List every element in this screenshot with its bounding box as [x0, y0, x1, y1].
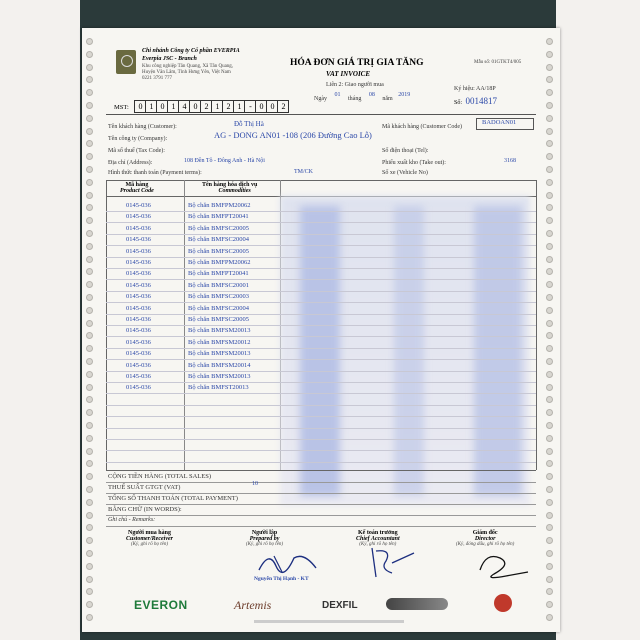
everon-logo: EVERON — [134, 598, 188, 612]
company-label: Tên công ty (Company): — [108, 136, 168, 142]
product-code-cell: 0145-036 — [126, 384, 151, 392]
tractor-hole — [86, 192, 93, 199]
tractor-hole — [546, 166, 553, 173]
totals-divider-2 — [106, 493, 536, 494]
footer-fine-print — [254, 620, 404, 623]
commodity-name-cell: Bộ chăn BMFPM20062 — [188, 202, 251, 209]
tractor-hole — [86, 524, 93, 531]
date-day: 01 — [334, 92, 341, 98]
tractor-holes-right — [546, 38, 556, 628]
accountant-sign-note: (Ký, ghi rõ họ tên) — [359, 542, 397, 547]
mst-digit-box: 2 — [277, 100, 289, 113]
product-code-cell: 0145-036 — [126, 293, 151, 301]
commodity-name-cell: Bộ chăn BMFSM20013 — [188, 327, 251, 335]
tractor-hole — [86, 230, 93, 237]
total-sales-label: CỘNG TIỀN HÀNG (TOTAL SALES) — [108, 473, 211, 480]
tractor-hole — [86, 217, 93, 224]
tractor-hole — [86, 204, 93, 211]
tractor-hole — [86, 51, 93, 58]
tractor-hole — [546, 576, 553, 583]
header-product-code-vi: Mã hàng — [125, 182, 149, 188]
totals-divider-3 — [106, 504, 536, 505]
row-divider — [106, 279, 536, 280]
product-code-cell: 0145-036 — [126, 259, 151, 266]
tractor-hole — [86, 256, 93, 263]
commodity-name-cell: Bộ chăn BMFSM20012 — [188, 338, 251, 346]
tax-code-label: Mã số thuế (Tax Code): — [108, 148, 165, 154]
tractor-hole — [546, 486, 553, 493]
tractor-hole — [86, 537, 93, 544]
commodity-name-cell: Bộ chăn BMFSC20004 — [188, 236, 250, 244]
director-sign-title-en: Director — [474, 536, 496, 542]
product-code-cell: 0145-036 — [126, 361, 151, 369]
row-divider — [106, 211, 536, 212]
company-value: AG - DONG AN01 -108 (206 Đường Cao Lỗ) — [214, 130, 372, 140]
tractor-hole — [546, 614, 553, 621]
product-code-cell: 0145-036 — [126, 350, 151, 358]
totals-divider-1 — [106, 482, 536, 483]
mst-boxes — [134, 104, 288, 111]
header-product-code-en: Product Code — [120, 188, 154, 194]
commodity-name-cell: Bộ chăn BMFSC20003 — [188, 293, 250, 301]
tractor-hole — [546, 89, 553, 96]
tractor-hole — [86, 332, 93, 339]
background-left — [0, 0, 80, 640]
commodity-name-cell: Bộ chăn BMFPT20041 — [188, 270, 249, 278]
tractor-hole — [86, 460, 93, 467]
preparer-sign-note: (Ký, ghi rõ họ tên) — [246, 542, 284, 547]
tractor-hole — [86, 371, 93, 378]
accountant-sign-title: Kế toán trưởng — [358, 530, 398, 536]
tractor-hole — [86, 396, 93, 403]
tractor-hole — [86, 166, 93, 173]
tractor-hole — [546, 371, 553, 378]
tractor-hole — [86, 140, 93, 147]
row-divider — [106, 291, 536, 292]
redacted-column-2 — [394, 206, 424, 496]
brand-badge-logo — [386, 598, 448, 610]
mst-digit-box: 2 — [222, 100, 234, 113]
row-divider — [106, 405, 536, 406]
invoice-number: 0014817 — [465, 96, 498, 106]
tractor-hole — [546, 128, 553, 135]
tractor-hole — [546, 473, 553, 480]
company-name: Chi nhánh Công ty Cổ phần EVERPIA — [142, 48, 240, 54]
product-code-cell: 0145-036 — [126, 327, 151, 335]
row-divider — [106, 268, 536, 269]
tractor-hole — [546, 320, 553, 327]
tractor-hole — [86, 486, 93, 493]
product-code-cell: 0145-036 — [126, 316, 151, 323]
commodity-name-cell: Bộ chăn BMFSM20014 — [188, 361, 251, 369]
tractor-hole — [86, 576, 93, 583]
invoice-paper — [82, 28, 560, 632]
customer-value: Đỗ Thị Hà — [234, 120, 264, 128]
accountant-sign-title-en: Chief Accountant — [356, 536, 400, 542]
tractor-hole — [546, 76, 553, 83]
mst-digit-box: 1 — [211, 100, 223, 113]
commodity-name-cell: Bộ chăn BMFSC20004 — [188, 304, 250, 312]
header-commodities — [202, 182, 257, 194]
total-payment-label: TỔNG SỐ THANH TOÁN (TOTAL PAYMENT) — [108, 495, 238, 502]
address-value: 108 Đền Tô - Đông Anh - Hà Nội — [184, 158, 265, 164]
tractor-hole — [86, 435, 93, 442]
tractor-hole — [546, 192, 553, 199]
payment-value: TM/CK — [294, 169, 314, 175]
tractor-hole — [546, 524, 553, 531]
tractor-hole — [86, 64, 93, 71]
tractor-hole — [546, 601, 553, 608]
everpia-logo — [116, 50, 136, 74]
row-divider — [106, 314, 536, 315]
invoice-title: HÓA ĐƠN GIÁ TRỊ GIA TĂNG — [290, 58, 424, 68]
accountant-signature — [362, 543, 422, 583]
company-address-1: Khu công nghiệp Tân Quang, Xã Tân Quang, — [142, 64, 234, 69]
tractor-hole — [546, 256, 553, 263]
date-line — [314, 92, 411, 102]
row-divider — [106, 222, 536, 223]
payment-label: Hình thức thanh toán (Payment terms): — [108, 170, 202, 176]
tractor-hole — [86, 320, 93, 327]
tractor-hole — [86, 102, 93, 109]
row-divider — [106, 348, 536, 349]
tractor-hole — [546, 435, 553, 442]
tractor-hole — [86, 294, 93, 301]
tractor-hole — [546, 448, 553, 455]
row-divider — [106, 371, 536, 372]
tractor-hole — [546, 422, 553, 429]
tractor-hole — [546, 396, 553, 403]
row-divider — [106, 234, 536, 235]
header-divider — [106, 114, 536, 115]
commodity-name-cell: Bộ chăn BMFSM20013 — [188, 350, 251, 358]
mst-digit-box: 0 — [255, 100, 267, 113]
month-label: tháng — [348, 96, 362, 102]
tractor-hole — [546, 550, 553, 557]
remarks-label: Ghi chú - Remarks: — [108, 517, 156, 523]
tractor-hole — [546, 460, 553, 467]
tractor-hole — [546, 179, 553, 186]
tractor-hole — [86, 153, 93, 160]
customer-code-value: BADOAN01 — [482, 119, 517, 126]
tractor-hole — [546, 153, 553, 160]
tractor-hole — [546, 204, 553, 211]
vat-label: THUẾ SUẤT GTGT (VAT) — [108, 484, 181, 491]
buyer-signature-block — [126, 530, 173, 547]
tractor-hole — [86, 115, 93, 122]
mst-digit-box: 4 — [178, 100, 190, 113]
tractor-hole — [546, 307, 553, 314]
takeout-value: 3168 — [504, 158, 516, 164]
date-prefix: Ngày — [314, 96, 327, 102]
header-commodities-vi: Tên hàng hóa dịch vụ — [202, 182, 258, 188]
commodity-name-cell: Bộ chăn BMFST20013 — [188, 384, 249, 392]
row-divider — [106, 257, 536, 258]
company-name-en: Everpia JSC - Branch — [142, 56, 197, 62]
row-divider — [106, 428, 536, 429]
product-code-cell: 0145-036 — [126, 373, 151, 380]
mst-digit-box: 1 — [233, 100, 245, 113]
invoice-copy: Liên 2: Giao người mua — [326, 82, 384, 88]
preparer-signature — [254, 548, 324, 576]
invoice-content — [104, 28, 538, 632]
product-code-cell: 0145-036 — [126, 338, 151, 346]
tractor-hole — [546, 217, 553, 224]
tractor-hole — [86, 358, 93, 365]
row-divider — [106, 359, 536, 360]
commodity-name-cell: Bộ chăn BMFPM20062 — [188, 259, 251, 266]
tractor-hole — [546, 588, 553, 595]
tractor-hole — [546, 64, 553, 71]
background-right — [556, 0, 640, 640]
tractor-hole — [86, 601, 93, 608]
vat-value: 10 — [252, 481, 258, 487]
mst-digit-box: 0 — [134, 100, 146, 113]
tractor-hole — [86, 588, 93, 595]
mst-digit-box: 0 — [266, 100, 278, 113]
row-divider — [106, 416, 536, 417]
phone-label: Số điện thoại (Tel): — [382, 148, 429, 154]
tractor-hole — [546, 102, 553, 109]
totals-divider-4 — [106, 515, 536, 516]
redacted-column-1 — [300, 206, 340, 496]
product-code-cell: 0145-036 — [126, 236, 151, 244]
tractor-hole — [546, 243, 553, 250]
tractor-hole — [546, 140, 553, 147]
tractor-holes-left — [86, 38, 96, 628]
invoice-symbol: Ký hiệu: AA/18P — [454, 86, 496, 92]
tractor-hole — [86, 550, 93, 557]
commodity-name-cell: Bộ chăn BMFSC20005 — [188, 224, 250, 232]
tractor-hole — [86, 473, 93, 480]
tractor-hole — [86, 89, 93, 96]
tractor-hole — [546, 51, 553, 58]
tractor-hole — [546, 38, 553, 45]
row-divider — [106, 393, 536, 394]
mst-digit-box: 1 — [145, 100, 157, 113]
tractor-hole — [86, 499, 93, 506]
table-right-border — [536, 180, 537, 470]
director-sign-title: Giám đốc — [472, 530, 498, 536]
preparer-signature-block — [246, 530, 283, 547]
preparer-name: Nguyễn Thị Hạnh - KT — [254, 576, 309, 582]
row-divider — [106, 382, 536, 383]
company-phone: 0221 3791 777 — [142, 76, 172, 81]
tractor-hole — [86, 448, 93, 455]
commodity-name-cell: Bộ chăn BMFSM20013 — [188, 373, 251, 380]
buyer-sign-title-en: Customer/Receiver — [126, 536, 173, 542]
tractor-hole — [86, 268, 93, 275]
commodity-name-cell: Bộ chăn BMFPT20041 — [188, 213, 249, 221]
product-code-cell: 0145-036 — [126, 270, 151, 278]
form-number: Mẫu số: 01GTKT4/005 — [474, 60, 522, 65]
commodity-name-cell: Bộ chăn BMFSC20005 — [188, 316, 250, 323]
commodity-name-cell: Bộ chăn BMFSC20001 — [188, 281, 250, 289]
tractor-hole — [86, 179, 93, 186]
redacted-column-3 — [474, 206, 522, 496]
takeout-label: Phiếu xuất kho (Take out): — [382, 160, 446, 166]
preparer-sign-title: Người lập — [251, 530, 278, 536]
row-divider — [106, 302, 536, 303]
tractor-hole — [546, 563, 553, 570]
red-brand-emblem — [494, 594, 512, 612]
vehicle-label: Số xe (Vehicle No) — [382, 170, 428, 176]
director-signature — [472, 546, 532, 582]
tractor-hole — [546, 384, 553, 391]
tractor-hole — [86, 345, 93, 352]
row-divider — [106, 439, 536, 440]
header-commodities-en: Commodities — [218, 188, 251, 194]
invoice-number-line — [454, 96, 497, 106]
totals-divider-5 — [106, 526, 536, 527]
mst-row — [114, 100, 288, 113]
tractor-hole — [86, 243, 93, 250]
tractor-hole — [86, 307, 93, 314]
tractor-hole — [86, 563, 93, 570]
tractor-hole — [546, 281, 553, 288]
tractor-hole — [546, 332, 553, 339]
product-code-cell: 0145-036 — [126, 304, 151, 312]
tractor-hole — [86, 422, 93, 429]
tractor-hole — [546, 268, 553, 275]
product-code-cell: 0145-036 — [126, 281, 151, 289]
row-divider — [106, 336, 536, 337]
address-label: Địa chỉ (Address): — [108, 160, 153, 166]
row-divider — [106, 450, 536, 451]
tractor-hole — [546, 499, 553, 506]
mst-digit-box: 2 — [200, 100, 212, 113]
tractor-hole — [86, 128, 93, 135]
customer-code-label: Mã khách hàng (Customer Code) — [382, 124, 462, 130]
date-month: 08 — [368, 92, 375, 98]
tractor-hole — [86, 38, 93, 45]
tractor-hole — [546, 230, 553, 237]
customer-label: Tên khách hàng (Customer): — [108, 124, 177, 130]
date-year: 2019 — [398, 92, 411, 98]
mst-digit-box: 1 — [167, 100, 179, 113]
table-bottom — [106, 470, 536, 471]
buyer-sign-title: Người mua hàng — [128, 530, 171, 536]
tractor-hole — [546, 345, 553, 352]
number-label: Số: — [454, 100, 463, 106]
row-divider — [106, 462, 536, 463]
tractor-hole — [86, 384, 93, 391]
company-address-2: Huyện Văn Lâm, Tỉnh Hưng Yên, Việt Nam — [142, 70, 231, 75]
artemis-logo: Artemis — [234, 598, 272, 612]
product-code-cell: 0145-036 — [126, 224, 151, 232]
director-signature-block — [456, 530, 514, 547]
tractor-hole — [546, 537, 553, 544]
year-label: năm — [382, 96, 393, 102]
header-product-code — [120, 182, 154, 194]
mst-label: MST: — [114, 104, 129, 111]
tractor-hole — [546, 294, 553, 301]
director-sign-note: (Ký, đóng dấu, ghi rõ họ tên) — [456, 542, 515, 547]
buyer-sign-note: (Ký, ghi rõ họ tên) — [130, 542, 169, 547]
product-code-cell: 0145-036 — [126, 247, 151, 255]
table-top — [106, 180, 536, 181]
mst-digit-box: 0 — [156, 100, 168, 113]
preparer-sign-title-en: Prepared by — [249, 536, 280, 542]
product-code-cell: 0145-036 — [126, 202, 151, 209]
invoice-title-en: VAT INVOICE — [326, 70, 371, 78]
dexfil-logo: DEXFIL — [322, 600, 358, 611]
tractor-hole — [86, 409, 93, 416]
mst-digit-box: 0 — [189, 100, 201, 113]
row-divider — [106, 245, 536, 246]
tractor-hole — [86, 76, 93, 83]
product-code-cell: 0145-036 — [126, 213, 151, 221]
tractor-hole — [546, 358, 553, 365]
in-words-label: BẰNG CHỮ (IN WORDS): — [108, 506, 182, 513]
tractor-hole — [86, 512, 93, 519]
mst-digit-box: - — [244, 100, 256, 113]
commodity-name-cell: Bộ chăn BMFSC20005 — [188, 247, 250, 255]
row-divider — [106, 325, 536, 326]
tractor-hole — [546, 115, 553, 122]
tractor-hole — [86, 614, 93, 621]
tractor-hole — [546, 409, 553, 416]
tractor-hole — [86, 281, 93, 288]
tractor-hole — [546, 512, 553, 519]
